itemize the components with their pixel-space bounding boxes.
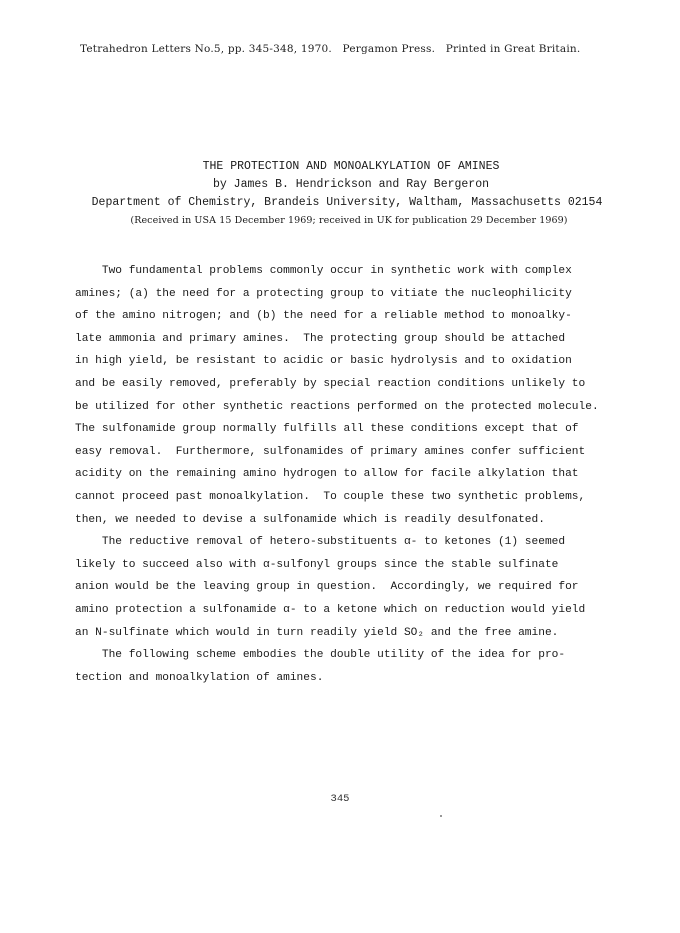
body-line: The reductive removal of hetero-substituents α- to ketones (1) seemed <box>75 536 566 549</box>
body-line: easy removal. Furthermore, sulfonamides of primary amines confer sufficient <box>75 445 586 458</box>
body-line: amino protection a sulfonamide α- to a ketone which on reduction would yield <box>75 603 586 616</box>
received-dates: (Received in USA 15 December 1969; received in UK for publication 29 December 1969) <box>130 215 568 226</box>
body-line: acidity on the remaining amino hydrogen to allow for facile alkylation that <box>75 468 579 481</box>
affiliation: Department of Chemistry, Brandeis University, Waltham, Massachusetts 02154 <box>91 196 603 209</box>
body-line: tection and monoalkylation of amines. <box>75 671 324 684</box>
title-block <box>0 158 680 230</box>
body-line: late ammonia and primary amines. The protecting group should be attached <box>75 332 566 345</box>
body-text <box>75 260 615 689</box>
body-line: amines; (a) the need for a protecting group to vitiate the nucleophilicity <box>75 287 572 300</box>
body-line: Two fundamental problems commonly occur in synthetic work with complex <box>75 265 572 277</box>
page-number: 345 <box>330 793 350 805</box>
body-line: in high yield, be resistant to acidic or basic hydrolysis and to oxidation <box>75 355 572 368</box>
author-line: by James B. Hendrickson and Ray Bergeron <box>212 178 490 191</box>
article-title: THE PROTECTION AND MONOALKYLATION OF AMINES <box>202 160 500 173</box>
body-line: and be easily removed, preferably by special reaction conditions unlikely to <box>75 377 586 390</box>
body-line: anion would be the leaving group in question. Accordingly, we required for <box>75 581 579 594</box>
body-line: an N-sulfinate which would in turn readily yield SO₂ and the free amine. <box>75 626 559 639</box>
body-line: be utilized for other synthetic reactions performed on the protected molecule. <box>75 400 599 413</box>
body-line: cannot proceed past monoalkylation. To couple these two synthetic problems, <box>75 490 586 503</box>
body-line: likely to succeed also with α-sulfonyl groups since the stable sulfinate <box>75 558 559 571</box>
body-line: of the amino nitrogen; and (b) the need for a reliable method to monoalky- <box>75 310 572 323</box>
body-line: then, we needed to devise a sulfonamide which is readily desulfonated. <box>75 513 545 526</box>
body-line: The sulfonamide group normally fulfills all these conditions except that of <box>75 423 579 436</box>
scan-speck <box>440 815 442 817</box>
body-line: The following scheme embodies the double utility of the idea for pro- <box>75 649 566 662</box>
journal-header: Tetrahedron Letters No.5, pp. 345-348, 1970. Pergamon Press. Printed in Great Britain. <box>80 43 581 55</box>
